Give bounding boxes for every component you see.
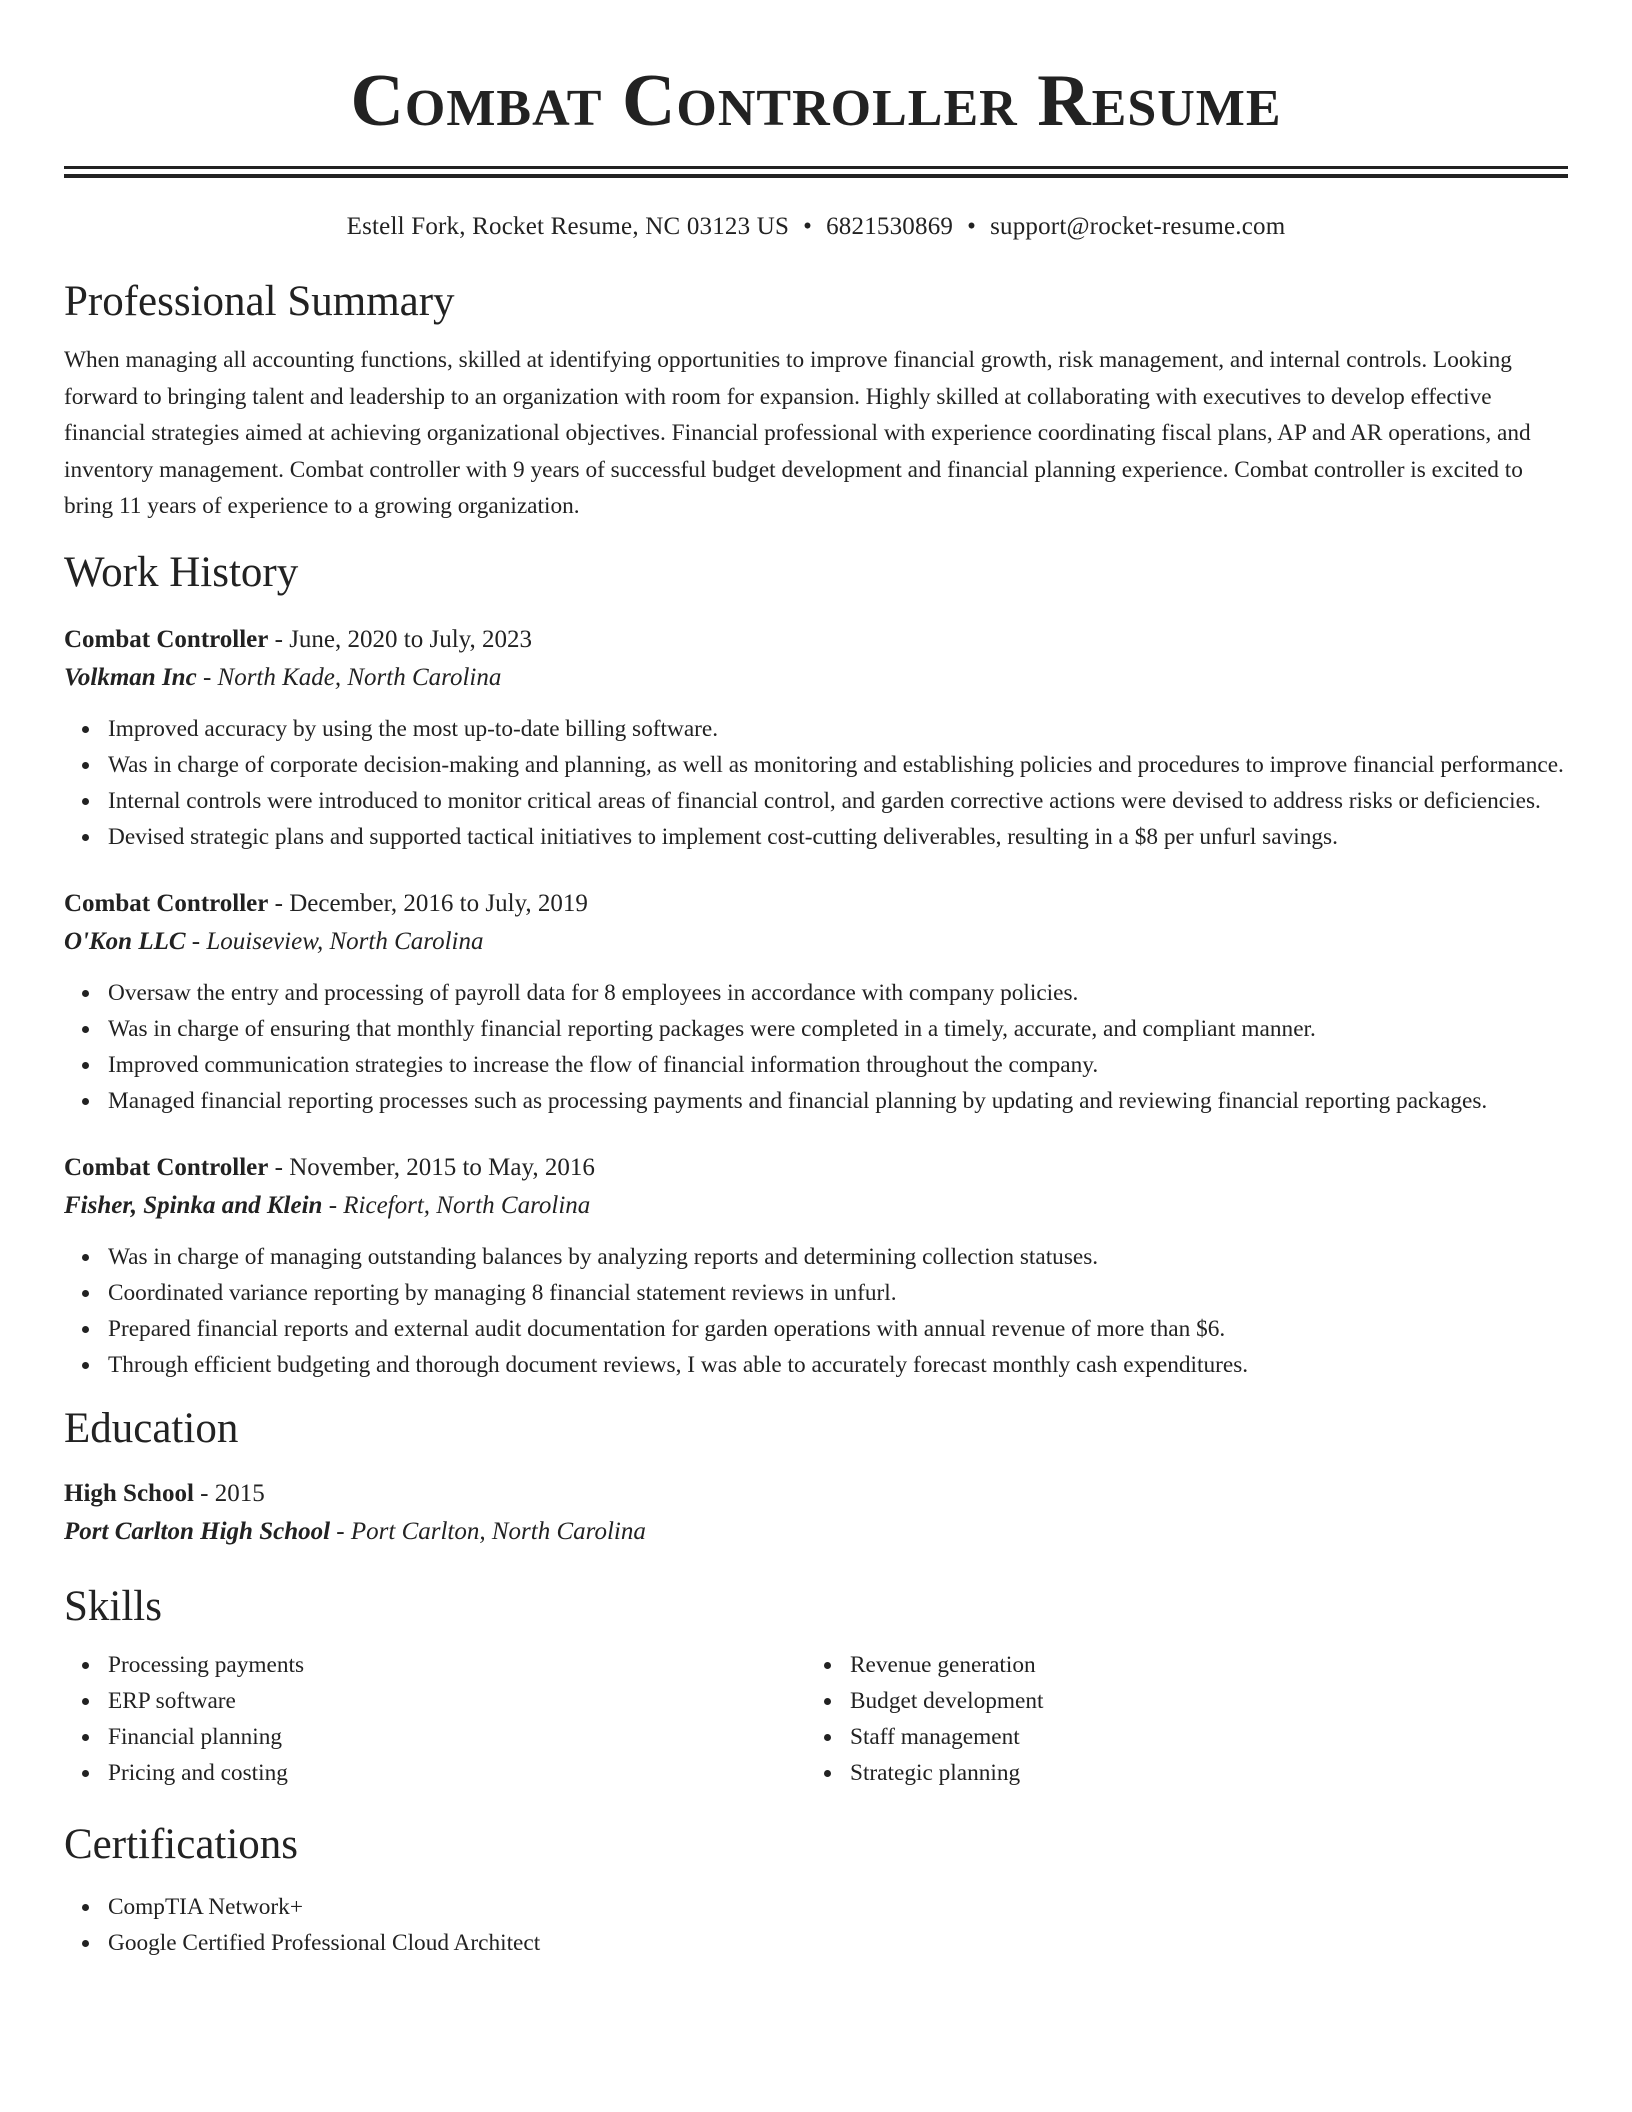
skill-item: Budget development xyxy=(850,1683,1548,1719)
job-entry xyxy=(64,621,1568,855)
job-company-line xyxy=(64,659,1568,697)
contact-separator: • xyxy=(803,213,813,240)
skill-item: ERP software xyxy=(108,1683,806,1719)
dash: - xyxy=(268,1153,290,1181)
education-location: Port Carlton, North Carolina xyxy=(350,1517,646,1545)
skill-item: Pricing and costing xyxy=(108,1755,806,1791)
job-location: North Kade, North Carolina xyxy=(217,663,502,691)
job-entry xyxy=(64,1149,1568,1383)
job-title-line xyxy=(64,885,1568,923)
job-dates: June, 2020 to July, 2023 xyxy=(289,625,533,653)
skill-item: Financial planning xyxy=(108,1719,806,1755)
job-title: Combat Controller xyxy=(64,625,269,653)
job-company: O'Kon LLC xyxy=(64,927,186,955)
title-divider-bottom xyxy=(64,174,1568,178)
job-dates: December, 2016 to July, 2019 xyxy=(289,889,588,917)
job-company-line xyxy=(64,1187,1568,1225)
skill-item: Processing payments xyxy=(108,1647,806,1683)
skill-item: Staff management xyxy=(850,1719,1548,1755)
job-title-line xyxy=(64,1149,1568,1187)
job-company-line xyxy=(64,923,1568,961)
dash: - xyxy=(322,1191,344,1219)
dash: - xyxy=(330,1517,351,1545)
job-bullet: Was in charge of ensuring that monthly financial reporting packages were completed in a timely, accurate, and compliant manner. xyxy=(108,1011,1568,1047)
education-degree: High School xyxy=(64,1479,194,1507)
title-divider-top xyxy=(64,166,1568,169)
job-title-line xyxy=(64,621,1568,659)
work-history-heading: Work History xyxy=(64,548,299,596)
job-bullet: Improved communication strategies to increase the flow of financial information throughout the company. xyxy=(108,1047,1568,1083)
job-bullet: Devised strategic plans and supported tactical initiatives to implement cost-cutting deliverables, resulting in a $8 per unfurl savings. xyxy=(108,819,1568,855)
job-title: Combat Controller xyxy=(64,1153,269,1181)
contact-line xyxy=(64,210,1568,244)
job-company: Fisher, Spinka and Klein xyxy=(64,1191,323,1219)
skills-list xyxy=(806,1647,1548,1791)
job-bullet: Managed financial reporting processes such as processing payments and financial planning by updating and reviewing financial reporting packages. xyxy=(108,1083,1568,1119)
contact-separator: • xyxy=(967,213,977,240)
contact-email: support@rocket-resume.com xyxy=(990,213,1286,240)
skills-list xyxy=(64,1647,806,1791)
education-heading: Education xyxy=(64,1404,239,1452)
education-school: Port Carlton High School xyxy=(64,1517,331,1545)
dash: - xyxy=(193,1479,215,1507)
job-entry xyxy=(64,885,1568,1119)
job-bullet: Was in charge of corporate decision-making and planning, as well as monitoring and establishing policies and procedures to improve financial performance. xyxy=(108,747,1568,783)
dash: - xyxy=(185,927,207,955)
skills-column-right xyxy=(806,1647,1548,1791)
education-entry xyxy=(64,1475,1568,1551)
skill-item: Strategic planning xyxy=(850,1755,1548,1791)
job-bullet: Coordinated variance reporting by managing 8 financial statement reviews in unfurl. xyxy=(108,1275,1568,1311)
skills-heading: Skills xyxy=(64,1582,162,1630)
dash: - xyxy=(268,889,290,917)
contact-address: Estell Fork, Rocket Resume, NC 03123 US xyxy=(346,213,790,240)
skill-item: Revenue generation xyxy=(850,1647,1548,1683)
job-location: Ricefort, North Carolina xyxy=(343,1191,591,1219)
contact-phone: 6821530869 xyxy=(826,213,954,240)
education-year: 2015 xyxy=(214,1479,265,1507)
dash: - xyxy=(268,625,290,653)
job-bullet: Was in charge of managing outstanding balances by analyzing reports and determining collection statuses. xyxy=(108,1239,1568,1275)
job-location: Louiseview, North Carolina xyxy=(206,927,484,955)
certification-item: Google Certified Professional Cloud Architect xyxy=(108,1925,1568,1961)
job-bullet: Improved accuracy by using the most up-to-date billing software. xyxy=(108,711,1568,747)
education-degree-line xyxy=(64,1475,1568,1513)
certifications-heading: Certifications xyxy=(64,1820,299,1868)
job-company: Volkman Inc xyxy=(64,663,197,691)
skills-column-left xyxy=(64,1647,806,1791)
job-bullets xyxy=(64,975,1568,1119)
certification-item: CompTIA Network+ xyxy=(108,1889,1568,1925)
skills-grid xyxy=(64,1647,1568,1791)
job-bullet: Prepared financial reports and external audit documentation for garden operations with annual revenue of more than $6. xyxy=(108,1311,1568,1347)
summary-text: When managing all accounting functions, skilled at identifying opportunities to improve financial growth, risk management, and internal controls. Looking forward to bringing talent and leadership to an organization with room for expansion. Highly skilled at collaborating with executives to develop effective financial strategies aimed at achieving organizational objectives. Financial professional with experience coordinating fiscal plans, AP and AR operations, and inventory management. Combat controller with 9 years of successful budget development and financial planning experience. Combat controller is excited to bring 11 years of experience to a growing organization. xyxy=(64,347,1531,519)
job-bullets xyxy=(64,1239,1568,1383)
certifications-list xyxy=(64,1889,1568,1961)
summary-heading: Professional Summary xyxy=(64,278,455,325)
job-title: Combat Controller xyxy=(64,889,269,917)
job-bullets xyxy=(64,711,1568,855)
dash: - xyxy=(196,663,218,691)
job-bullet: Internal controls were introduced to monitor critical areas of financial control, and garden corrective actions were devised to address risks or deficiencies. xyxy=(108,783,1568,819)
job-bullet: Through efficient budgeting and thorough document reviews, I was able to accurately forecast monthly cash expenditures. xyxy=(108,1347,1568,1383)
education-school-line xyxy=(64,1513,1568,1551)
resume-title: Combat Controller Resume xyxy=(350,60,1282,142)
job-dates: November, 2015 to May, 2016 xyxy=(289,1153,595,1181)
resume-page xyxy=(64,0,1568,1961)
job-bullet: Oversaw the entry and processing of payroll data for 8 employees in accordance with company policies. xyxy=(108,975,1568,1011)
